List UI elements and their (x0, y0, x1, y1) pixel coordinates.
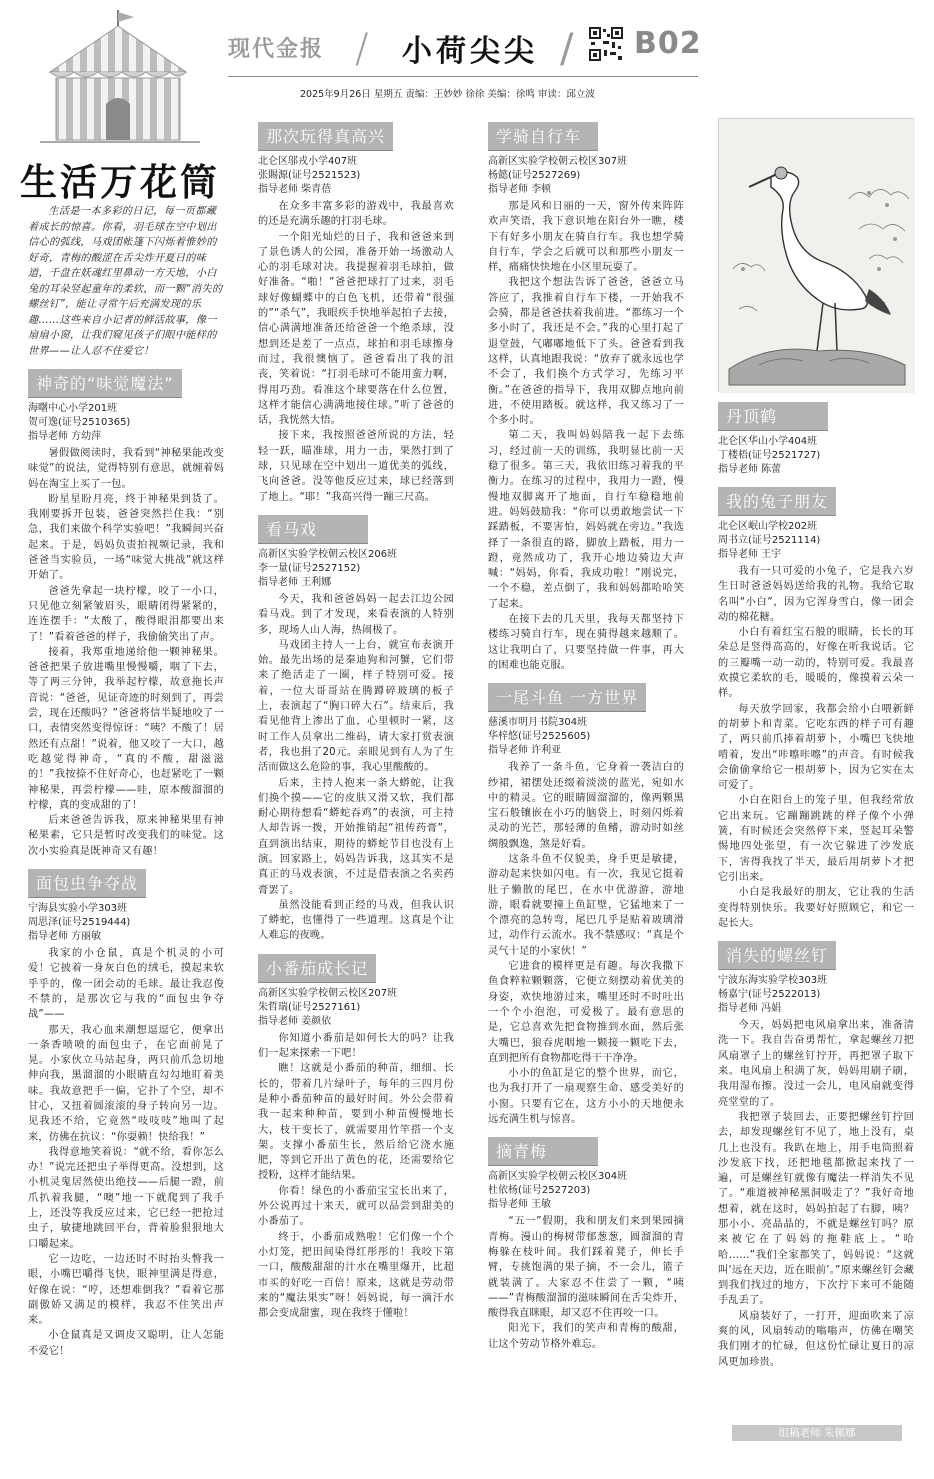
column-1 (28, 204, 224, 1369)
paper-name: 现代金报 (228, 37, 325, 62)
article-author: 周思泽(证号2519444) (28, 917, 131, 929)
section-brand-title: 生活万花筒 (20, 160, 220, 204)
article-school: 宁波东海实验学校303班 (718, 975, 828, 987)
article-crane (718, 402, 914, 477)
masthead-rule (228, 76, 698, 77)
paragraph: 接下来，我按照爸爸所说的方法，轻轻一跃，瞄准球，用力一击，果然打到了球，只见球在空中划出一道优美的弧线，飞向爸爸。没等他反应过来，球已经落到了地上。“耶！”我高兴得一蹦三尺高。 (258, 430, 454, 503)
article-betta-fish (488, 683, 684, 1127)
article-teacher: 指导老师 冯娟 (718, 1003, 782, 1015)
article-school: 高新区实验学校朝云校区206班 (258, 548, 398, 560)
masthead (0, 0, 934, 112)
article-bicycle (488, 122, 684, 673)
paragraph: 在接下去的几天里，我每天都坚持下楼练习骑自行车，现在骑得越来越顺了。这让我明白了，只要坚持做一件事，再大的困难也能克服。 (488, 614, 684, 671)
article-author: 李一量(证号2527152) (258, 562, 361, 574)
paragraph: 今天，我和爸爸妈妈一起去江边公园看马戏。到了才发现，来看表演的人特别多，现场人山人海，热闹极了。 (258, 593, 454, 636)
article-headline[interactable]: 消失的螺丝钉 (718, 941, 836, 970)
article-school: 慈溪市明月书院304班 (488, 717, 588, 729)
article-author: 杨嘉宁(证号2522013) (718, 989, 821, 1001)
paragraph: 小白是我最好的朋友，它让我的生活变得特别快乐。我要好好照顾它，和它一起长大。 (718, 887, 914, 929)
crane-painting[interactable] (718, 118, 914, 392)
article-body (258, 1031, 454, 1322)
article-author: 丁楼梧(证号2521727) (718, 450, 821, 461)
article-mealworm-battle (28, 869, 224, 1359)
paragraph: 我把这个想法告诉了爸爸，爸爸立马答应了，我推着自行车下楼，一开始我不会骑，都是爸爸扶着我前进。“都练习一个多小时了，我还是不会。”我的心里打起了退堂鼓，气嘟嘟地低下了头。爸爸看到我这样，认真地跟我说：“放弃了就永远也学不会了，我们换个方式学习，先练习平衡。”在爸爸的指导下，我用双脚点地向前进，不使用踏板。就这样，我又练习了一个多小时。 (488, 277, 684, 427)
paragraph: 盼星星盼月亮，终于神秘果到货了。我刚要拆开包装，爸爸突然拦住我：“别急，我们来做个科学实验吧！”我瞬间兴奋起来。于是，妈妈负责拍视频记录，我和爸爸当实验员，一场“味觉大挑战”就这样开始了。 (28, 493, 224, 582)
article-headline[interactable]: 一尾斗鱼 一方世界 (488, 683, 646, 712)
dateline: 2025年9月26日 星期五 责编：王妙妙 徐徐 美编：徐鸣 审读：邱立波 (300, 89, 595, 100)
article-missing-screw (718, 941, 914, 1370)
paragraph: 阳光下，我们的笑声和青梅的酸甜，让这个劳动节格外难忘。 (488, 1323, 684, 1350)
paragraph: 我养了一条斗鱼，它身着一袭洁白的纱裙，裙摆处还缀着淡淡的蓝光，宛如水中的精灵。它的眼睛圆溜溜的，像两颗黑宝石般镶嵌在小巧的脑袋上，时刻闪烁着灵动的光芒，那轻薄的鱼鳍，游动时如丝绸般飘逸，煞是好看。 (488, 762, 684, 850)
article-tomato (258, 954, 454, 1322)
article-headline[interactable]: 学骑自行车 (488, 122, 598, 151)
section-intro: 生活是一本多彩的日记，每一页都藏着成长的惊喜。你看，羽毛球在空中划出信心的弧线，马戏团帐篷下闪烁着惟妙的好奇，青梅的酸涩在舌尖炸开夏日的味道，千盘在妖魂红里鼻动一方天地，小白兔的耳朵竖起童年的柔软，而一颗“消失的螺丝钉”，能让寻常午后充满发现的乐趣……这些来自小记者的鲜活故事，像一扇扇小窗，让我们窥见孩子们眼中能样的世界——让人忍不住爱它！ (28, 206, 223, 357)
article-green-plum (488, 1137, 684, 1352)
paragraph: 在众多丰富多彩的游戏中，我最喜欢的还是充满乐趣的打羽毛球。 (258, 201, 454, 228)
article-school: 宁海县实验小学303班 (28, 903, 128, 915)
title-separator: / (560, 26, 574, 72)
article-headline[interactable]: 面包虫争夺战 (28, 869, 146, 898)
article-body (488, 199, 684, 673)
paragraph: 这条斗鱼不仅貌美，身手更是敏捷，游动起来快如闪电。有一次，我见它挺着肚子懒散的尾巴，在水中优游游，游地游，眼看就要撞上鱼缸壁，它猛地来了一个漂亮的急转弯，尾巴几乎是贴着玻璃滑过，动作行云流水。我不禁感叹：“真是个灵气十足的小家伙！” (488, 853, 684, 957)
paragraph: 暑假做阅读时，我看到“神秘果能改变味觉”的说法，觉得特别有意思，就缠着妈妈在淘宝上买了一包。 (28, 448, 224, 490)
article-teacher: 指导老师 王宇 (718, 549, 782, 560)
article-headline[interactable]: 丹顶鹤 (718, 402, 828, 431)
article-author: 贺可逸(证号2510365) (28, 417, 131, 428)
article-author: 张賜源(证号2521523) (258, 170, 361, 181)
paragraph: 后来，主持人抱来一条大蟒蛇，让我们换个摸——它的皮肤又滑又软，我们都耐心期待想看“蟒蛇吞鸡”的表演，可主持人却告诉一拨，开始推销起“祖传药膏”，直到演出结束，期待的蟒蛇节目也没有上演。回家路上，妈妈告诉我，这其实不是真正的马戏表演，不过是借表演之名卖药膏罢了。 (258, 777, 454, 896)
article-badminton (258, 122, 454, 505)
title-separator: / (355, 26, 369, 72)
article-author: 周书立(证号2521114) (718, 535, 821, 546)
column-2 (258, 122, 454, 1331)
article-teacher: 指导老师 陈蕾 (718, 464, 782, 475)
paragraph: 我有一只可爱的小兔子，它是我六岁生日时爸爸妈妈送给我的礼物。我给它取名叫“小白”，因为它浑身雪白，像一团会动的棉花糖。 (718, 566, 914, 623)
article-rabbit-friend (718, 487, 914, 931)
paragraph: 爸爸先拿起一块柠檬，咬了一小口，只见他立刻紧皱眉头，眼睛闭得紧紧的，连连摆手：“太酸了，酸得眼泪都要出来了！”看着爸爸的样子，我偷偷笑出了声。 (28, 585, 224, 643)
page-number: B02 (634, 26, 702, 61)
paragraph: 那是风和日丽的一天，窗外传来阵阵欢声笑语，我下意识地在阳台外一瞧，楼下有好多小朋友在骑自行车。我也想学骑自行车，学会之后就可以和那些小朋友一样，痛痛快快地在小区里玩耍了。 (488, 201, 684, 274)
article-circus (258, 515, 454, 944)
article-teacher: 指导老师 方丽敏 (28, 931, 102, 943)
article-teacher: 指导老师 许利亚 (488, 745, 562, 757)
article-school: 北仑区华山小学404班 (718, 436, 818, 447)
paragraph: 我得意地笑着说：“就不给，看你怎么办！”说完还把虫子举得更高。没想到，这小机灵鬼居然使出绝技——后腿一蹬，前爪扒着我腿，“噢”地一下就爬到了我手上，还没等我反应过来，它已经一把抢过虫子，敏捷地跳回平台，背着脸狠狠地大口嚼起来。 (28, 1146, 224, 1250)
paragraph: 一个阳光灿烂的日子，我和爸爸来到了景色诱人的公园，准备开始一场激动人心的羽毛球对决。我提握着羽毛球拍，做好准备。“啪！”爸爸把球打了过来，羽毛球好像蝴蝶中的白色飞机，还带着“很强的”“杀气”，我眼疾手快地举起拍子去接，信心满满地准备还给爸爸一个绝杀球，没想到还是差了一点点，球拍和羽毛球擦身而过，我很懊恼了。爸爸看出了我的沮丧，笑着说：“打羽毛球可不能用蛮力啊，得用巧劲。看准这个球要落在什么位置，这样才能信心满满地接住球。”听了爸爸的话，我恍然大悟。 (258, 231, 454, 427)
article-teacher: 指导老师 王敏 (488, 1199, 552, 1211)
article-school: 高新区实验学校朝云校区304班 (488, 1171, 628, 1183)
circus-tent-icon (10, 8, 220, 158)
article-body (718, 564, 914, 931)
article-body (28, 946, 224, 1359)
page-title: 小荷尖尖 (402, 34, 538, 69)
paragraph: 每天放学回家，我都会给小白喂新鲜的胡萝卜和青菜。它吃东西的样子可有趣了，两只前爪捧着胡萝卜，小嘴巴飞快地啃着，发出“咔嚓咔嚓”的声音。有时候我会偷偷拿给它一根胡萝卜，因为它实在太可爱了。 (718, 703, 914, 792)
paragraph: 后来爸爸告诉我，原来神秘果里有神秘果素，它只是暂时改变我们的味觉。这次小实验真是既神奇又有趣！ (28, 815, 224, 857)
paragraph: 那天，我心血来潮想逗逗它，便拿出一条香喷喷的面包虫子，在它面前晃了晃。小家伙立马站起身，两只前爪急切地伸向我，黑溜溜的小眼睛直勾勾地盯着美味。我故意把手一偏，它扑了个空，却不甘心，又扭着圆滚滚的身子转向另一边。见我还不给，它竟然“吱吱吱”地叫了起来，仿佛在抗议：“你耍赖！快给我！” (28, 1024, 224, 1143)
article-body (258, 199, 454, 505)
column-4 (718, 118, 914, 1380)
paragraph: 马戏团主持人一上台，就宣布表演开始。最先出场的是秦迪狗和河蟹，它们带来了绝活走了一圈，样子特别可爱。接着，一位大哥哥站在腾蹲碎玻璃的板子上，表演起了“胸口碎大石”。结束后，我看见他背上渗出了血，心里顿时一紧，这时工作人员拿出二维码，请大家打赏表演者，我也捐了20元。亲眼见到有人为了生活而做这么危险的事，我心里酸酸的。 (258, 639, 454, 774)
article-body (718, 1018, 914, 1370)
paragraph: 瞧！这就是小番茄的种苗，细细、长长的，带着几片绿叶子，每年的三四月份是种小番茄种苗的最好时间。外公会带着我一起来种种苗，要到小种苗慢慢地长大，枝干变长了，就需要用竹竿搭一个支架。支撑小番茄生长，然后给它浇水施肥，等到它开出了黄色的花，还需要给它授粉，这样才能结果。 (258, 1063, 454, 1182)
article-body (258, 592, 454, 944)
article-headline[interactable]: 那次玩得真高兴 (258, 122, 393, 151)
paragraph: 小白有着红宝石般的眼睛，长长的耳朵总是竖得高高的，好像在听我说话。它的三瓣嘴一动一动的，特别可爱。我最喜欢摸它柔软的毛，暖暖的，像摸着云朵一样。 (718, 627, 914, 700)
article-school: 海曙中心小学201班 (28, 403, 118, 414)
article-author: 杜依杨(证号2527203) (488, 1185, 591, 1197)
paragraph: 接着，我郑重地递给他一颗神秘果。爸爸把果子放进嘴里慢慢嚼，咽了下去，等了两三分钟，我举起柠檬，故意拖长声音说：“爸爸，见证奇迹的时刻到了，再尝尝，现在还酸吗？”爸爸将信半疑地咬了一口，表情突然变得惊讶：“咦？不酸了！居然还有点甜！”说着，他又咬了一大口，越吃越觉得神奇，“真的不酸，甜滋滋的！”我按捺不住好奇心，也赶紧吃了一颗神秘果，再尝柠檬——哇，原本酸溜溜的柠檬，真的变成甜的了！ (28, 646, 224, 811)
article-body (488, 1214, 684, 1352)
article-teacher: 指导老师 方幼萍 (28, 431, 102, 442)
paragraph: 小小的鱼缸是它的整个世界，而它，也为我打开了一扇观察生命、感受美好的小窗。只要有它在，这方小小的天地便永远充满生机与惊喜。 (488, 1068, 684, 1126)
article-school: 高新区实验学校朝云校区207班 (258, 987, 398, 999)
paragraph: 小白在阳台上的笼子里，但我经常放它出来玩。它蹦蹦跳跳的样子像个小弹簧，有时候还会突然停下来，竖起耳朵警惕地四处张望，有一次它躲进了沙发底下，害得我找了半天，最后用胡萝卜才把它引出来。 (718, 795, 914, 883)
paragraph: “五一”假期，我和朋友们来到果园摘青梅。漫山的梅树带郁葱葱，圆溜溜的青梅躲在枝叶间。我们踩着凳子，伸长手臂，专挑饱满的果子摘，不一会儿，篮子就装满了。大家忍不住尝了一颗，“咦——”青梅酸溜溜的滋味瞬间在舌尖炸开，酸得我直眯眼，却又忍不住再咬一口。 (488, 1216, 684, 1320)
paragraph: 你看！绿色的小番茄宝宝长出来了，外公说再过十来天，就可以品尝到甜美的小番茄了。 (258, 1185, 454, 1228)
article-school: 高新区实验学校朝云校区307班 (488, 156, 628, 167)
article-school: 北仑区岷山学校202班 (718, 521, 818, 532)
paragraph: 终于，小番茄成熟啦！它们像一个个小灯笼，把田间染得红彤彤的！我咬下第一口，酸酸甜甜的汁水在嘴里爆开，比超市买的好吃一百倍！原来，这就是劳动带来的“魔法果实”呀！妈妈说，每一滴汗水都会变成甜蜜，现在我终于懂啦！ (258, 1231, 454, 1320)
article-teacher: 指导老师 柴青蓓 (258, 184, 332, 195)
paragraph: 它一边吃，一边还时不时抬头瞥我一眼，小嘴巴嚼得飞快，眼神里满是得意，好像在说：“哼，还想难倒我？”看着它那副傲娇又满足的模样，我忍不住笑出声来。 (28, 1253, 224, 1327)
article-teacher: 指导老师 姜颜依 (258, 1015, 332, 1027)
article-author: 杨懿(证号2527269) (488, 170, 581, 181)
article-body (488, 760, 684, 1127)
article-body (28, 446, 224, 859)
qr-code-icon[interactable] (588, 26, 624, 62)
editor-credit: 组稿老师 朱佩娜 (732, 1425, 902, 1441)
article-author: 华梓悠(证号2525605) (488, 731, 591, 743)
article-teacher: 指导老师 李顿 (488, 184, 552, 195)
paragraph: 我家的小仓鼠，真是个机灵的小可爱！它披着一身灰白色的绒毛，摸起来软乎乎的，像一团会动的毛球。最让我忍俊不禁的，是那次它与我的“面包虫争夺战”—— (28, 948, 224, 1021)
paragraph: 你知道小番茄是如何长大的吗？让我们一起来探索一下吧！ (258, 1032, 454, 1060)
paragraph: 虽然没能看到正经的马戏，但我认识了蟒蛇，也懂得了一些道理。这真是个让人难忘的夜晚。 (258, 899, 454, 942)
column-3 (488, 122, 684, 1362)
article-author: 朱哲瑞(证号2527161) (258, 1001, 361, 1013)
article-headline[interactable]: 小番茄成长记 (258, 954, 376, 983)
article-headline[interactable]: 神奇的“味觉魔法” (28, 369, 182, 398)
paragraph: 我把罩子装回去，正要把螺丝钉拧回去，却发现螺丝钉不见了，地上没有，桌几上也没有。我趴在地上，用手电筒照着沙发底下找，还把地毯都掀起来找了一遍，可是螺丝钉就像有魔法一样消失不见了。“难道被神秘黑洞吸走了？”我好奇地想着，就在这时，妈妈拍起了右脚，咦？那小小、亮晶晶的，不就是螺丝钉吗？原来被它在了妈妈的拖鞋底上。“哈哈……”我们全家都笑了，妈妈说：“这就叫‘远在天边，近在眼前’。”原来螺丝钉会藏到我们找过的地方，下次拧下来可不能随手乱丢了。 (718, 1111, 914, 1307)
paragraph: 它进食的模样更是有趣。每次我撒下鱼食粹粒颗颗落，它便立刻摆动着优美的身姿，欢快地游过来，嘴里还时不时吐出一个个小泡泡，可爱极了。最有意思的是，它总喜欢先把食物推到水面，然后张大嘴巴，狼吞虎咽地一颗接一颗吃下去，直到把所有食物都吃得干干净净。 (488, 961, 684, 1064)
article-teacher: 指导老师 王利娜 (258, 576, 332, 588)
article-school: 北仑区邬戎小学407班 (258, 156, 358, 167)
article-headline[interactable]: 我的兔子朋友 (718, 487, 836, 516)
paragraph: 今天，妈妈把电风扇拿出来，准备清洗一下。我自告奋勇帮忙，拿起螺丝刀把风扇罩子上的螺丝钉拧开，再把罩子取下来。电风扇上积满了灰，妈妈用刷子刷，我用湿布擦。没过一会儿，电风扇就变得亮堂堂的了。 (718, 1020, 914, 1108)
article-headline[interactable]: 摘青梅 (488, 1137, 598, 1166)
paragraph: 第二天，我叫妈妈陪我一起下去练习，经过前一天的训练，我明显比前一天稳了很多。第三天，我依旧练习着我的平衡力。在练习的过程中，我用力一蹬，慢慢地双脚离开了地面，自行车稳稳地前进。妈妈鼓励我：“你可以勇敢地尝试一下踩踏板，不要害怕，妈妈就在旁边。”我选择了一条很直的路，脚放上踏板，用力一蹬，竟然成功了，我开心地边骑边大声喊：“妈妈，你看，我成功啦！”刚说完，一个不稳，差点倒了，我和妈妈都哈哈笑了起来。 (488, 430, 684, 610)
paragraph: 风扇装好了，一打开，迎面吹来了凉爽的风，风扇转动的嗡嗡声，仿佛在嘲笑我们刚才的忙碌，但这份忙碌让夏日的凉风更加珍贵。 (718, 1310, 914, 1368)
paragraph: 小仓鼠真是又调皮又聪明，让人怎能不爱它！ (28, 1330, 224, 1357)
article-taste-magic (28, 369, 224, 859)
article-headline[interactable]: 看马戏 (258, 515, 368, 544)
crane-illustration (719, 119, 915, 393)
